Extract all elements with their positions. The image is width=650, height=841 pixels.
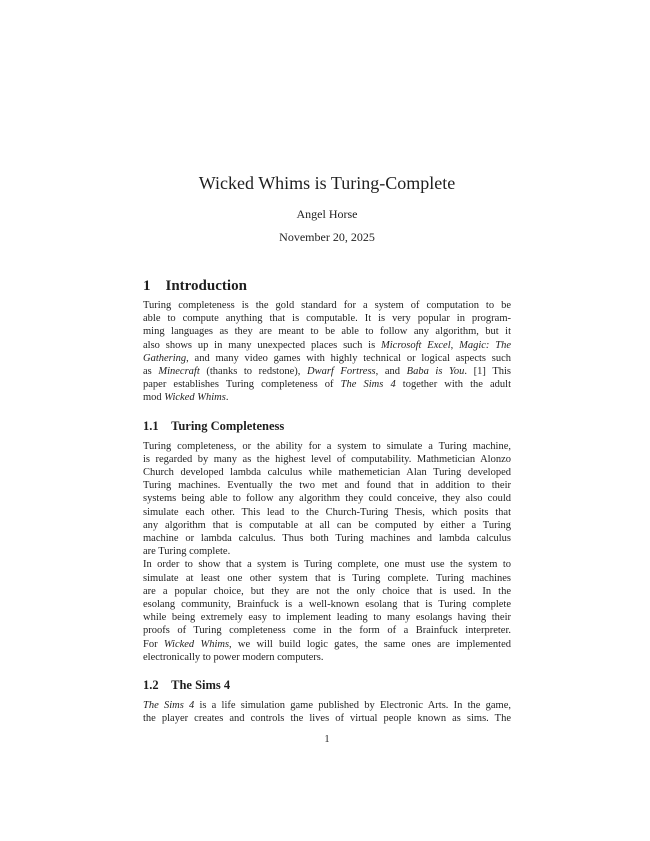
- subsection-number: 1.1: [143, 418, 159, 433]
- text-line: the player creates and controls the lives of virtual people known as sims. The: [143, 713, 511, 725]
- text-line: Gathering, and many video games with highly technical or logical aspects such: [143, 352, 511, 364]
- subsection-title: The Sims 4: [171, 678, 231, 693]
- paper-author: Angel Horse: [296, 207, 358, 221]
- section-number: 1: [143, 278, 151, 294]
- page-number: 1: [324, 734, 330, 745]
- section-the-sims-4: [143, 677, 511, 725]
- paragraph: [143, 558, 511, 664]
- text-line: In order to show that a system is Turing complete, one must use the system to: [143, 559, 511, 571]
- text-line: esolang community, Brainfuck is a well-known esolang that is Turing complete: [143, 599, 511, 611]
- paper-title: Wicked Whims is Turing-Complete: [198, 173, 456, 193]
- text-line: able to compute anything that is computable. It is very popular in program-: [143, 313, 511, 325]
- text-line: mod Wicked Whims.: [143, 392, 229, 404]
- section-title: Introduction: [165, 278, 247, 294]
- section-heading: [143, 277, 511, 295]
- text-line: simulate at least one other system that is Turing complete. Turing machines: [143, 572, 511, 584]
- subsection-number: 1.2: [143, 678, 159, 693]
- paragraph: [143, 699, 511, 725]
- text-line: Turing completeness, or the ability for a system to simulate a Turing machine,: [143, 440, 511, 452]
- text-line: proofs of Turing completeness come in the form of a Brainfuck interpreter.: [143, 625, 511, 637]
- subsection-heading: [143, 677, 511, 693]
- text-line: paper establishes Turing completeness of The Sims 4 together with the adult: [143, 379, 511, 391]
- text-line: For Wicked Whims, we will build logic gates, the same ones are implemented: [143, 638, 511, 650]
- subsection-heading: [143, 418, 511, 434]
- subsection-title: Turing Completeness: [171, 418, 285, 433]
- text-line: are a popular choice, but they are not the only choice that is used. In the: [143, 585, 511, 597]
- paper-date: November 20, 2025: [279, 230, 375, 244]
- text-line: ming languages as they are meant to be able to follow any algorithm, but it: [143, 326, 511, 338]
- text-line: Church developed lambda calculus while mathemetician Alan Turing developed: [143, 467, 511, 479]
- text-line: is regarded by many as the highest level of computability. Mathmetician Alonzo: [143, 453, 511, 465]
- text-line: Turing completeness is the gold standard for a system of computation to be: [143, 300, 511, 311]
- text-line: Turing machines. Eventually the two met and found that in addition to their: [143, 480, 511, 492]
- text-line: electronically to power modern computers.: [143, 651, 324, 663]
- text-line: systems being able to follow any algorithm they could conceive, they also could: [143, 493, 511, 505]
- text-line: are Turing complete.: [143, 546, 231, 558]
- text-line: machine or lambda calculus. Thus both Turing machines and lambda calculus: [143, 533, 511, 545]
- section-introduction: [143, 277, 511, 405]
- text-line: also shows up in many unexpected places such is Microsoft Excel, Magic: The: [143, 339, 511, 351]
- text-line: The Sims 4 is a life simulation game published by Electronic Arts. In the game,: [143, 700, 511, 712]
- paragraph: [143, 299, 511, 405]
- text-line: as Minecraft (thanks to redstone), Dwarf Fortress, and Baba is You. [1] This: [143, 366, 511, 378]
- text-line: while being extremely easy to implement leading to many esolangs having their: [143, 612, 511, 624]
- text-line: simulate each other. This lead to the Church-Turing Thesis, which posits that: [143, 506, 511, 518]
- section-turing-completeness: [143, 418, 511, 664]
- text-line: any algorithm that is computable at all can be computed by either a Turing: [143, 519, 511, 531]
- paragraph: [143, 440, 511, 559]
- text-column: [143, 0, 511, 725]
